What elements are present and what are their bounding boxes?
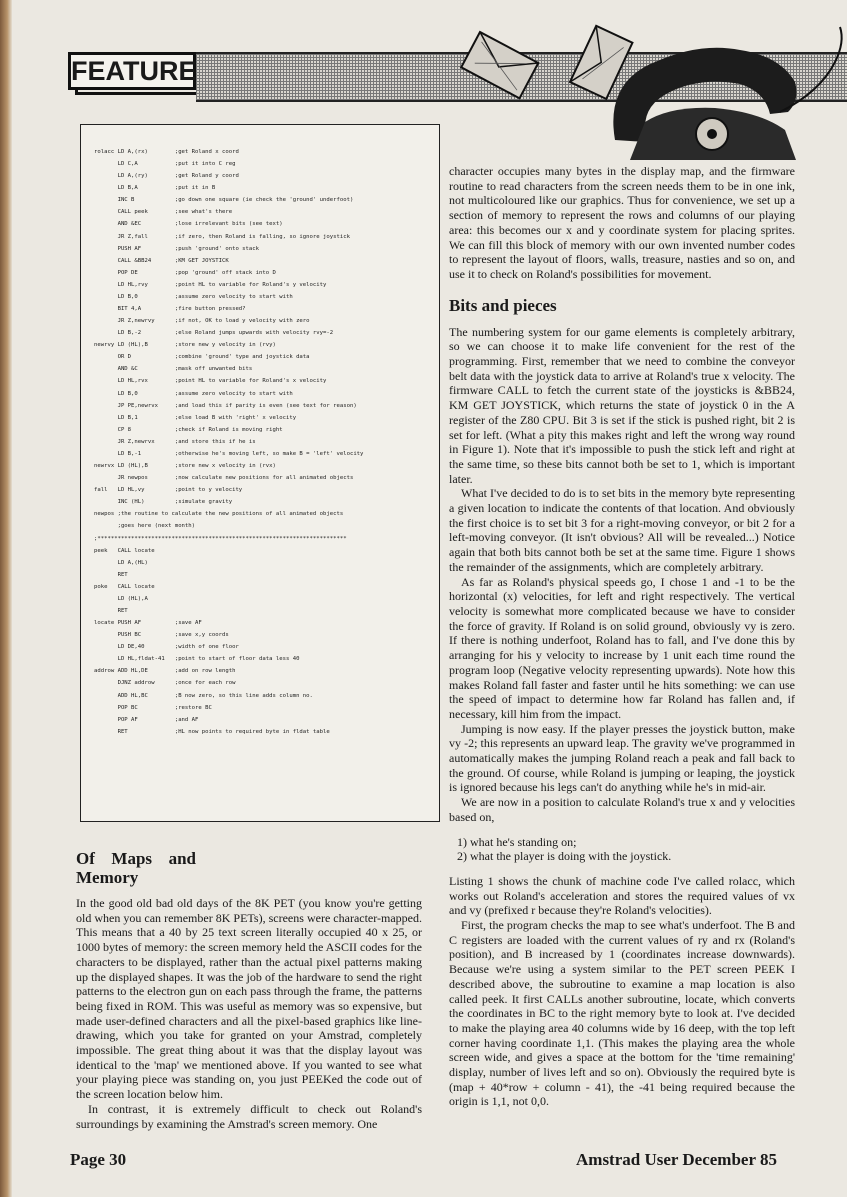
code-line: BIT 4,A ;fire button pressed? — [94, 306, 246, 313]
code-line: locate PUSH AF ;save AF — [94, 620, 202, 627]
code-line: newrvx LD (HL),B ;store new x velocity in (rvx) — [94, 463, 276, 470]
page-number: Page 30 — [70, 1150, 127, 1169]
code-line: AND &C ;mask off unwanted bits — [94, 366, 253, 373]
code-line: RET ;HL now points to required byte in fldat table — [94, 728, 330, 735]
code-line: ;goes here (next month) — [94, 523, 196, 530]
code-line: CALL peek ;see what's there — [94, 209, 233, 216]
paragraph: Jumping is now easy. If the player presses the joystick button, make vy -2; this represents an upward leap. The gravity we've programmed in automatically makes the jumping Roland reach a peak and fall back to the ground. Of course, while Roland is jumping or leaping, the joystick is ignored because his legs can't do anything while he's in mid-air. — [449, 721, 795, 795]
paragraph: First, the program checks the map to see what's underfoot. The B and C registers are loaded with the current values of ry and rx (Roland's position), and B increased by 1 (coordinates increase downwards). Because we're using a system similar to the PET screen PEEK I described above, the subroutine to examine a map location is also called peek. It first CALLs another subroutine, locate, which converts the coordinates in BC to the right memory byte to look at. I've decided to make the playing area 40 columns wide by 16 deep, with the top left corner having coordinate 1,1. (This makes the playing area the whole screen wide, and gives a space at the bottom for the 'time remaining' display, number of lives left and so on). Obviously the required byte is (map + 40*row + column - 41), the -41 being required because the origin is 1,1, not 0,0. — [449, 918, 795, 1109]
list-item: 2) what the player is doing with the joystick. — [457, 849, 672, 864]
code-line: JR newpos ;now calculate new positions for all animated objects — [94, 475, 354, 482]
code-line: JR Z,newrvx ;and store this if he is — [94, 438, 256, 445]
code-line: LD B,1 ;else load B with 'right' x velocity — [94, 414, 297, 421]
code-line: fall LD HL,vy ;point to y velocity — [94, 487, 243, 494]
code-line: LD C,A ;put it into C reg — [94, 161, 236, 168]
left-column — [76, 849, 422, 1131]
code-line: AND &EC ;lose irrelevant bits (see text) — [94, 221, 283, 228]
section-heading-bits: Bits and pieces — [449, 295, 557, 315]
phone-illustration — [440, 22, 847, 162]
code-line: LD B,-2 ;else Roland jumps upwards with velocity rvy=-2 — [94, 330, 334, 337]
paragraph: We are now in a position to calculate Roland's true x and y velocities based on, — [449, 795, 795, 824]
right-column — [449, 164, 795, 1109]
code-line: ADD HL,BC ;B now zero, so this line adds column no. — [94, 692, 313, 699]
section-label: FEATURE — [68, 52, 196, 90]
code-line: LD B,A ;put it in B — [94, 185, 216, 192]
code-line: poke CALL locate — [94, 583, 155, 590]
code-line: RET — [94, 571, 128, 578]
paragraph: In contrast, it is extremely difficult to check out Roland's surroundings by examining the Amstrad's screen memory. One — [76, 1101, 422, 1131]
code-line: newpos ;the routine to calculate the new positions of all animated objects — [94, 511, 344, 518]
code-line: LD HL,fldat-41 ;point to start of floor data less 40 — [94, 656, 300, 663]
paragraph: The numbering system for our game elements is completely arbitrary, so we can choose it to make life convenient for the rest of the programming. First, remember that we need to combine the conveyor belt data with the joystick data to arrive at Roland's true x velocity. The firmware CALL to fetch the current state of the joysticks is &BB24, KM GET JOYSTICK, which returns the state of joystick 0 in the A register of the Z80 CPU. Bit 3 is set if the stick is pushed right, bit 2 is set for left. (What a pity this makes right and left the wrong way round in Figure 1). Note that it's impossible to push the stick left and right at the same time, so these bits cannot both be set to 1, which is important later. — [449, 324, 795, 486]
code-line: rolacc LD A,(rx) ;get Roland x coord — [94, 149, 239, 155]
code-line: LD (HL),A — [94, 595, 148, 602]
code-line: POP BC ;restore BC — [94, 704, 212, 711]
code-line: INC B ;go down one square (ie check the 'ground' underfoot) — [94, 197, 354, 204]
code-line: LD A,(ry) ;get Roland y coord — [94, 173, 239, 180]
code-line: POP DE ;pop 'ground' off stack into D — [94, 269, 276, 276]
magazine-issue: Amstrad User December 85 — [576, 1150, 777, 1169]
velocity-list — [457, 835, 795, 864]
paragraph: What I've decided to do is to set bits in the memory byte representing a given location to indicate the contents of that location. And obviously the first choice is to set bit 3 for a right-moving conveyor, or bit 2 for a left-moving conveyor. (It isn't obvious? All will be revealed...) Notice again that both bits cannot both be set at the same time. Figure 1 shows the remainder of the assignments, which are completely arbitrary. — [449, 486, 795, 574]
code-line: addrow ADD HL,DE ;add on row length — [94, 668, 236, 675]
code-line: PUSH AF ;push 'ground' onto stack — [94, 245, 260, 252]
code-line: LD B,-1 ;otherwise he's moving left, so make B = 'left' velocity — [94, 450, 364, 457]
code-line: ;************************************************************************** — [94, 535, 347, 542]
code-line: LD DE,40 ;width of one floor — [94, 644, 239, 651]
code-line: DJNZ addrow ;once for each row — [94, 680, 236, 687]
paragraph: Listing 1 shows the chunk of machine code I've called rolacc, which works out Roland's acceleration and stores the required values of vx and vy (prefixed r because they're Roland's velocities). — [449, 873, 795, 918]
code-line: POP AF ;and AF — [94, 716, 199, 723]
paragraph: In the good old bad old days of the 8K PET (you know you're getting old when you can remember 8K PETs), screens were character-mapped. This means that a 40 by 25 text screen literally occupied 40 x 25, or 1000 bytes of memory: the screen memory held the ASCII codes for the characters to be displayed, rather than the actual pixel patterns making up the displayed shapes. It was the job of the hardware to send the right patterns to the electron gun on each pass through the frame, the patterns being fixed in ROM. This was useful as memory was so expensive, but made user-defined characters and all the pixel-based graphics like line-drawing, which you take for granted on your Amstrad, completely impossible. The great thing about it was that the display layout was identical to the 'map' we mentioned above. If you wanted to see what your playing piece was standing on, you just PEEKed the code out of the screen location below him. — [76, 896, 422, 1102]
code-line: JR Z,fall ;if zero, then Roland is falling, so ignore joystick — [94, 233, 350, 240]
code-line: peek CALL locate — [94, 547, 155, 554]
code-line: newrvy LD (HL),B ;store new y velocity in (rvy) — [94, 342, 276, 349]
code-line: JR Z,newrvy ;if not, OK to load y velocity with zero — [94, 318, 310, 325]
paragraph: As far as Roland's physical speeds go, I chose 1 and -1 to be the horizontal (x) velocities, for left and right respectively. The vertical velocity is somewhat more complicated because we have to consider the force of gravity. If Roland is on solid ground, obviously vy is zero. If there is nothing underfoot, Roland has to fall, and I've done this by arranging for his y velocity to increase by 1 unit each time round the program loop (Negative velocity representing upwards). Note how this makes Roland fall faster and faster until he hits something: we can use the speed of impact to determine how far Roland has fallen and, if necessary, kill him from the impact. — [449, 574, 795, 721]
code-line: RET — [94, 607, 128, 614]
code-line: INC (HL) ;simulate gravity — [94, 499, 233, 506]
code-line: LD HL,rvx ;point HL to variable for Roland's x velocity — [94, 378, 327, 385]
code-line: CALL &BB24 ;KM GET JOYSTICK — [94, 257, 229, 264]
code-line: OR D ;combine 'ground' type and joystick data — [94, 354, 310, 361]
page-binding — [0, 0, 12, 1197]
list-item: 1) what he's standing on; — [457, 834, 577, 849]
code-line: LD HL,rvy ;point HL to variable for Roland's y velocity — [94, 281, 327, 288]
code-line: JP PE,newrvx ;and load this if parity is even (see text for reason) — [94, 402, 357, 409]
section-heading-maps: Of Maps and Memory — [76, 849, 196, 887]
code-listing — [94, 146, 434, 738]
paragraph: character occupies many bytes in the display map, and the firmware routine to read characters from the screen needs them to be in one ink, not multicoloured like our graphics. Thus for convenience, we set up a section of memory to represent the rows and columns of our playing area: this becomes our x and y coordinate system for placing sprites. We can fill this block of memory with our own invented number codes to represent the layout of floors, walls, treasure, nasties and so on, and use it to check on Roland's possibilities for movement. — [449, 164, 795, 281]
code-line: LD B,0 ;assume zero velocity to start with — [94, 390, 293, 397]
code-line: PUSH BC ;save x,y coords — [94, 632, 229, 639]
code-line: LD A,(HL) — [94, 559, 148, 566]
code-line: LD B,0 ;assume zero velocity to start with — [94, 293, 293, 300]
code-line: CP 8 ;check if Roland is moving right — [94, 426, 283, 433]
